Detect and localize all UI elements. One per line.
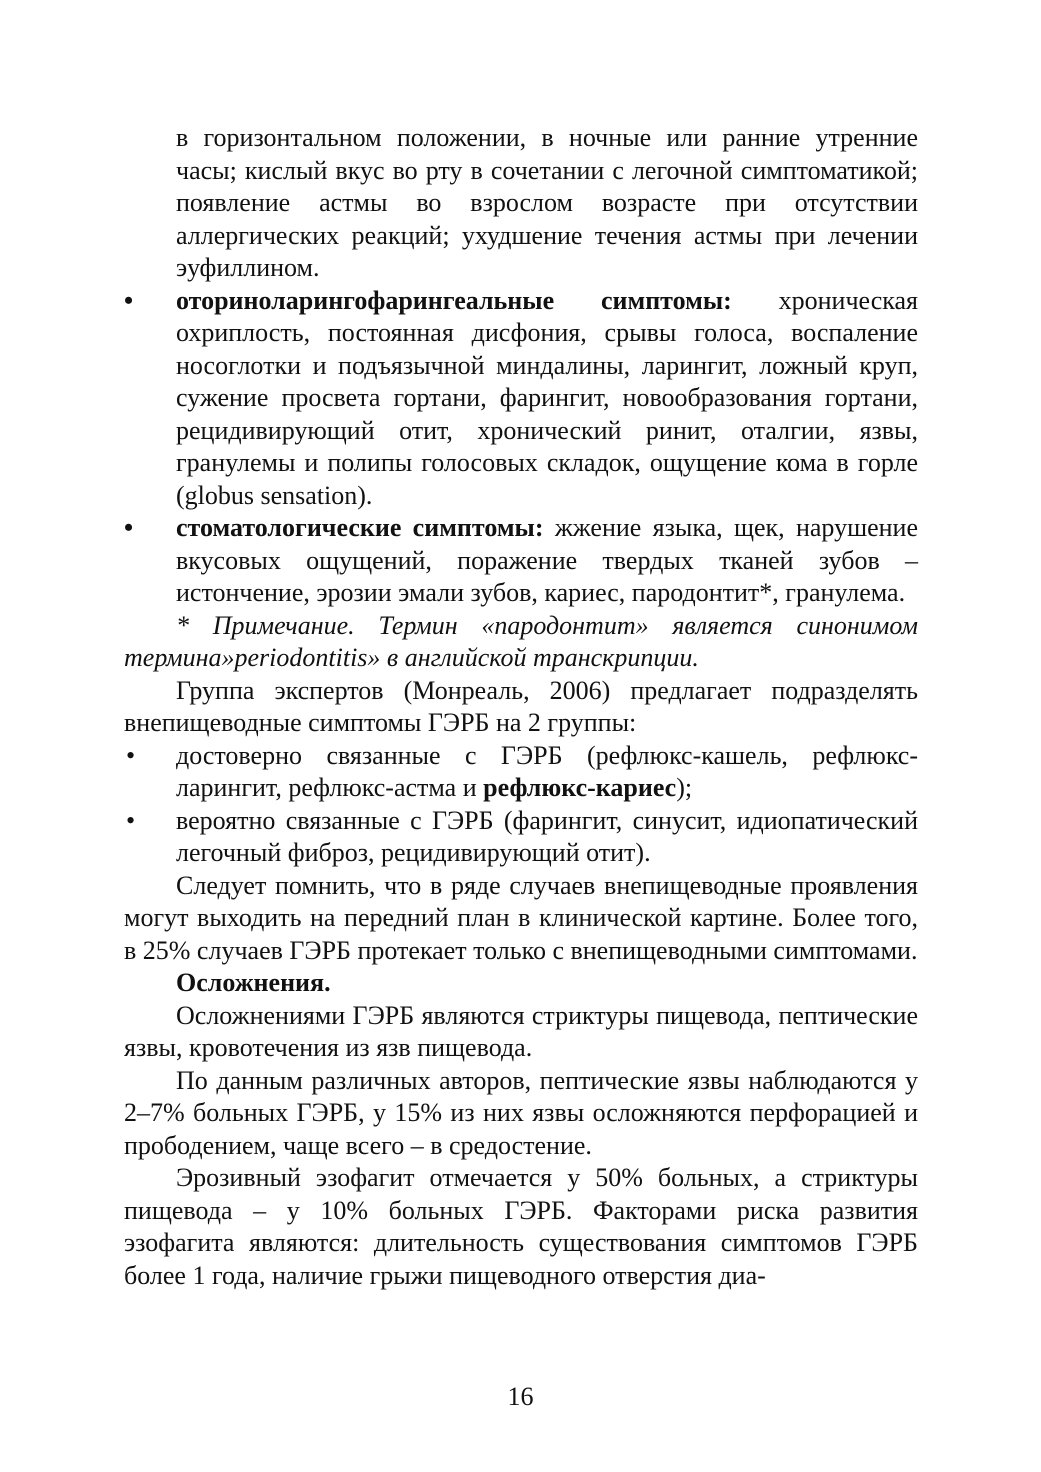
bullet-term: оториноларингофарингеальные симптомы: — [176, 285, 732, 315]
page-body — [124, 122, 918, 1292]
group-definite — [124, 740, 918, 805]
bullet-marker: • — [124, 285, 134, 315]
group-bold-term: рефлюкс-кариес — [483, 773, 677, 802]
bullet-text: жжение языка, щек, нарушение вкусовых ощущений, поражение твердых тканей зубов – истончение, эрозии эмали зубов, кариес, пародонтит*, гранулема. — [176, 513, 919, 607]
footnote-remark: * Примечание. Термин «пародонтит» является синонимом термина»periodontitis» в английской транскрипции. — [124, 610, 918, 672]
group-text: вероятно связанные с ГЭРБ (фарингит, синусит, идиопатический легочный фиброз, рецидивирующий отит). — [176, 805, 918, 867]
bullet-text: хроническая охриплость, постоянная дисфония, срывы голоса, воспаление носоглотки и подъязычной миндалины, ларингит, ложный круп, сужение просвета гортани, фарингит, новообразования гортани, рецидивирующий отит, хронический ринит, оталгии, язвы, гранулемы и полипы голосовых складок, ощущение кома в горле (globus sensation). — [176, 285, 918, 510]
page-number: 16 — [507, 1382, 534, 1411]
remember-paragraph: Следует помнить, что в ряде случаев внепищеводные проявления могут выходить на передний план в клинической картине. Более того, в 25% случаев ГЭРБ протекает только с внепищеводными симптомами. — [124, 870, 918, 965]
group-text-end: ); — [676, 773, 693, 802]
complications-paragraph-2: По данным различных авторов, пептические язвы наблюдаются у 2–7% больных ГЭРБ, у 15% из них язвы осложняются перфорацией и прободением, чаще всего – в средостение. — [124, 1065, 918, 1160]
group-text: достоверно связанные с ГЭРБ (рефлюкс-кашель, рефлюкс-ларингит, рефлюкс-астма и — [176, 740, 918, 802]
bullet-marker: • — [126, 805, 136, 835]
bullet-marker: • — [126, 740, 136, 770]
bullet-ent-symptoms — [124, 285, 918, 513]
bullet-dental-symptoms — [124, 512, 918, 610]
complications-paragraph-1: Осложнениями ГЭРБ являются стриктуры пищевода, пептические язвы, кровотечения из язв пищевода. — [124, 1000, 918, 1062]
bullet-term: стоматологические симптомы: — [176, 513, 544, 542]
continuation-paragraph: в горизонтальном положении, в ночные или ранние утренние часы; кислый вкус во рту в сочетании с легочной симптоматикой; появление астмы во взрослом возрасте при отсутствии аллергических реакций; ухудшение течения астмы при лечении эуфиллином. — [176, 123, 918, 282]
section-heading-complications: Осложнения. — [176, 968, 331, 997]
complications-paragraph-3: Эрозивный эзофагит отмечается у 50% больных, а стриктуры пищевода – у 10% больных ГЭРБ. Факторами риска развития эзофагита являются: длительность существования симптомов ГЭРБ более 1 года, наличие грыжи пищеводного отверстия диа- — [124, 1163, 918, 1290]
group-probable — [124, 805, 918, 870]
bullet-marker: • — [124, 513, 134, 542]
experts-paragraph: Группа экспертов (Монреаль, 2006) предлагает подразделять внепищеводные симптомы ГЭРБ на 2 группы: — [124, 675, 918, 737]
